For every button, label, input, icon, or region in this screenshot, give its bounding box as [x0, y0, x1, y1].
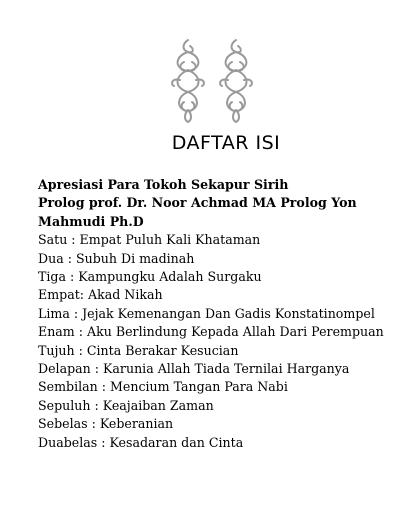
- toc-item-dua: Dua : Subuh Di madinah: [38, 250, 195, 266]
- toc-item-satu: Satu : Empat Puluh Kali Khataman: [38, 232, 261, 248]
- toc-item-tujuh: Tujuh : Cinta Berakar Kesucian: [38, 342, 239, 358]
- toc-item-empat: Empat: Akad Nikah: [38, 287, 163, 303]
- toc-item-delapan: Delapan : Karunia Allah Tiada Ternilai Harganya: [38, 361, 350, 377]
- toc-item-enam: Enam : Aku Berlindung Kepada Allah Dari Perempuan: [38, 324, 384, 340]
- toc-item-duabelas: Duabelas : Kesadaran dan Cinta: [38, 434, 244, 450]
- page-title: DAFTAR ISI: [171, 132, 281, 154]
- toc-item-tiga: Tiga : Kampungku Adalah Surgaku: [38, 269, 262, 285]
- toc-item-lima: Lima : Jejak Kemenangan Dan Gadis Konstatinompel: [38, 305, 375, 321]
- toc-item-sepuluh: Sepuluh : Keajaiban Zaman: [38, 397, 214, 413]
- table-of-contents: [38, 176, 408, 452]
- toc-item-apresiasi: Apresiasi Para Tokoh Sekapur Sirih: [38, 177, 289, 192]
- toc-item-sembilan: Sembilan : Mencium Tangan Para Nabi: [38, 379, 288, 395]
- toc-item-sebelas: Sebelas : Keberanian: [38, 416, 174, 432]
- toc-item-prolog: Prolog prof. Dr. Noor Achmad MA Prolog Yon Mahmudi Ph.D: [38, 195, 357, 229]
- swirl-ornament-icon: [166, 36, 258, 126]
